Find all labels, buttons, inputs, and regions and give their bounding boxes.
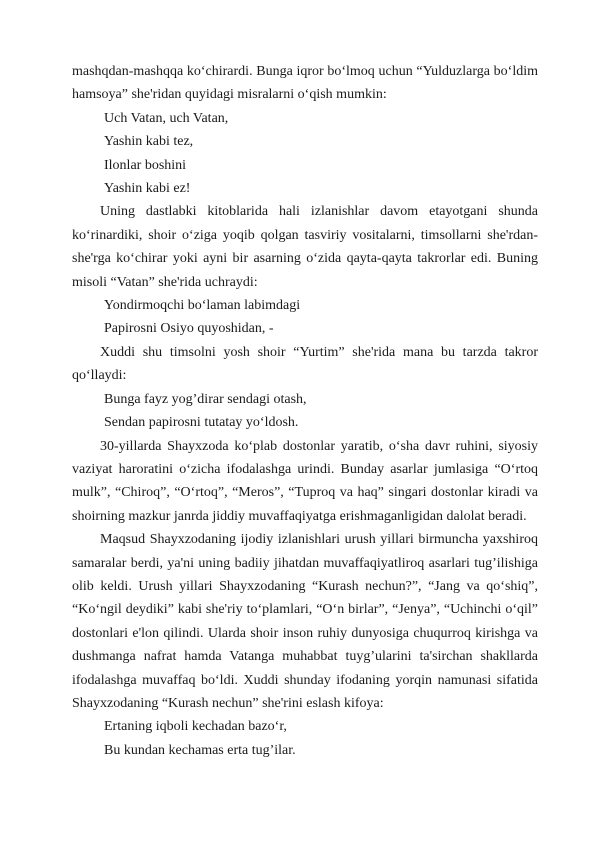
paragraph-intro: mashqdan-mashqqa ko‘chirardi. Bunga iqror bo‘lmoq uchun “Yulduzlarga bo‘ldim hamsoya” she'ridan quyidagi misralarni o‘qish mumkin: bbox=[72, 64, 538, 103]
paragraph-early-books: Uning dastlabki kitoblarida hali izlanishlar davom etayotgani shunda ko‘rinardiki, shoir o‘ziga yoqib qolgan tasviriy vositalarni, timsollarni she'rdan-she'rga ko‘chirar yoki ayni bir asarning o‘zida qayta-qayta takrorlar edi. Buning misoli “Vatan” she'rida uchraydi: bbox=[72, 204, 538, 290]
document-page bbox=[72, 60, 538, 762]
verse-line: Yondirmoqchi bo‘laman labimdagi bbox=[104, 298, 301, 314]
verse-line: Bunga fayz yog’dirar sendagi otash, bbox=[104, 391, 307, 407]
verse-line: Bu kundan kechamas erta tug’ilar. bbox=[104, 742, 296, 758]
verse-line: Sendan papirosni tutatay yo‘ldosh. bbox=[104, 415, 299, 431]
verse-line: Yashin kabi ez! bbox=[104, 181, 191, 197]
verse-line: Ertaning iqboli kechadan bazo‘r, bbox=[104, 719, 287, 735]
verse-line: Uch Vatan, uch Vatan, bbox=[104, 110, 229, 126]
paragraph-30s: 30-yillarda Shayxzoda ko‘plab dostonlar yaratib, o‘sha davr ruhini, siyosiy vaziyat haroratini o‘zicha ifodalashga urindi. Bunday asarlar jumlasiga “O‘rtoq mulk”, “Chiroq”, “O‘rtoq”, “Meros”, “Tuproq va haq” singari dostonlar kiradi va shoirning mazkur janrda jiddiy muvaffaqiyatga erishmaganligidan dalolat beradi. bbox=[72, 438, 538, 524]
verse-line: Papirosni Osiyo quyoshidan, - bbox=[104, 321, 274, 337]
paragraph-yurtim: Xuddi shu timsolni yosh shoir “Yurtim” she'rida mana bu tarzda takror qo‘llaydi: bbox=[72, 344, 538, 384]
verse-line: Ilonlar boshini bbox=[104, 157, 187, 173]
paragraph-war-years: Maqsud Shayxzodaning ijodiy izlanishlari urush yillari birmuncha yaxshiroq samaralar berdi, ya'ni uning badiiy jihatdan muvaffaqiyatliroq asarlari tug’ilishiga olib keldi. Urush yillari Shayxzodaning “Kurash nechun?”, “Jang va qo‘shiq”, “Ko‘ngil deydiki” kabi she'riy to‘plamlari, “O‘n birlar”, “Jenya”, “Uchinchi o‘qil” dostonlari e'lon qilindi. Ularda shoir inson ruhiy dunyosiga chuqurroq kirishga va dushmanga nafrat hamda Vatanga muhabbat tuyg’ularini ta'sirchan shakllarda ifodalashga muvaffaq bo‘ldi. Xuddi shunday ifodaning yorqin namunasi sifatida Shayxzodaning “Kurash nechun” she'rini eslash kifoya: bbox=[72, 532, 538, 711]
verse-line: Yashin kabi tez, bbox=[104, 134, 194, 150]
